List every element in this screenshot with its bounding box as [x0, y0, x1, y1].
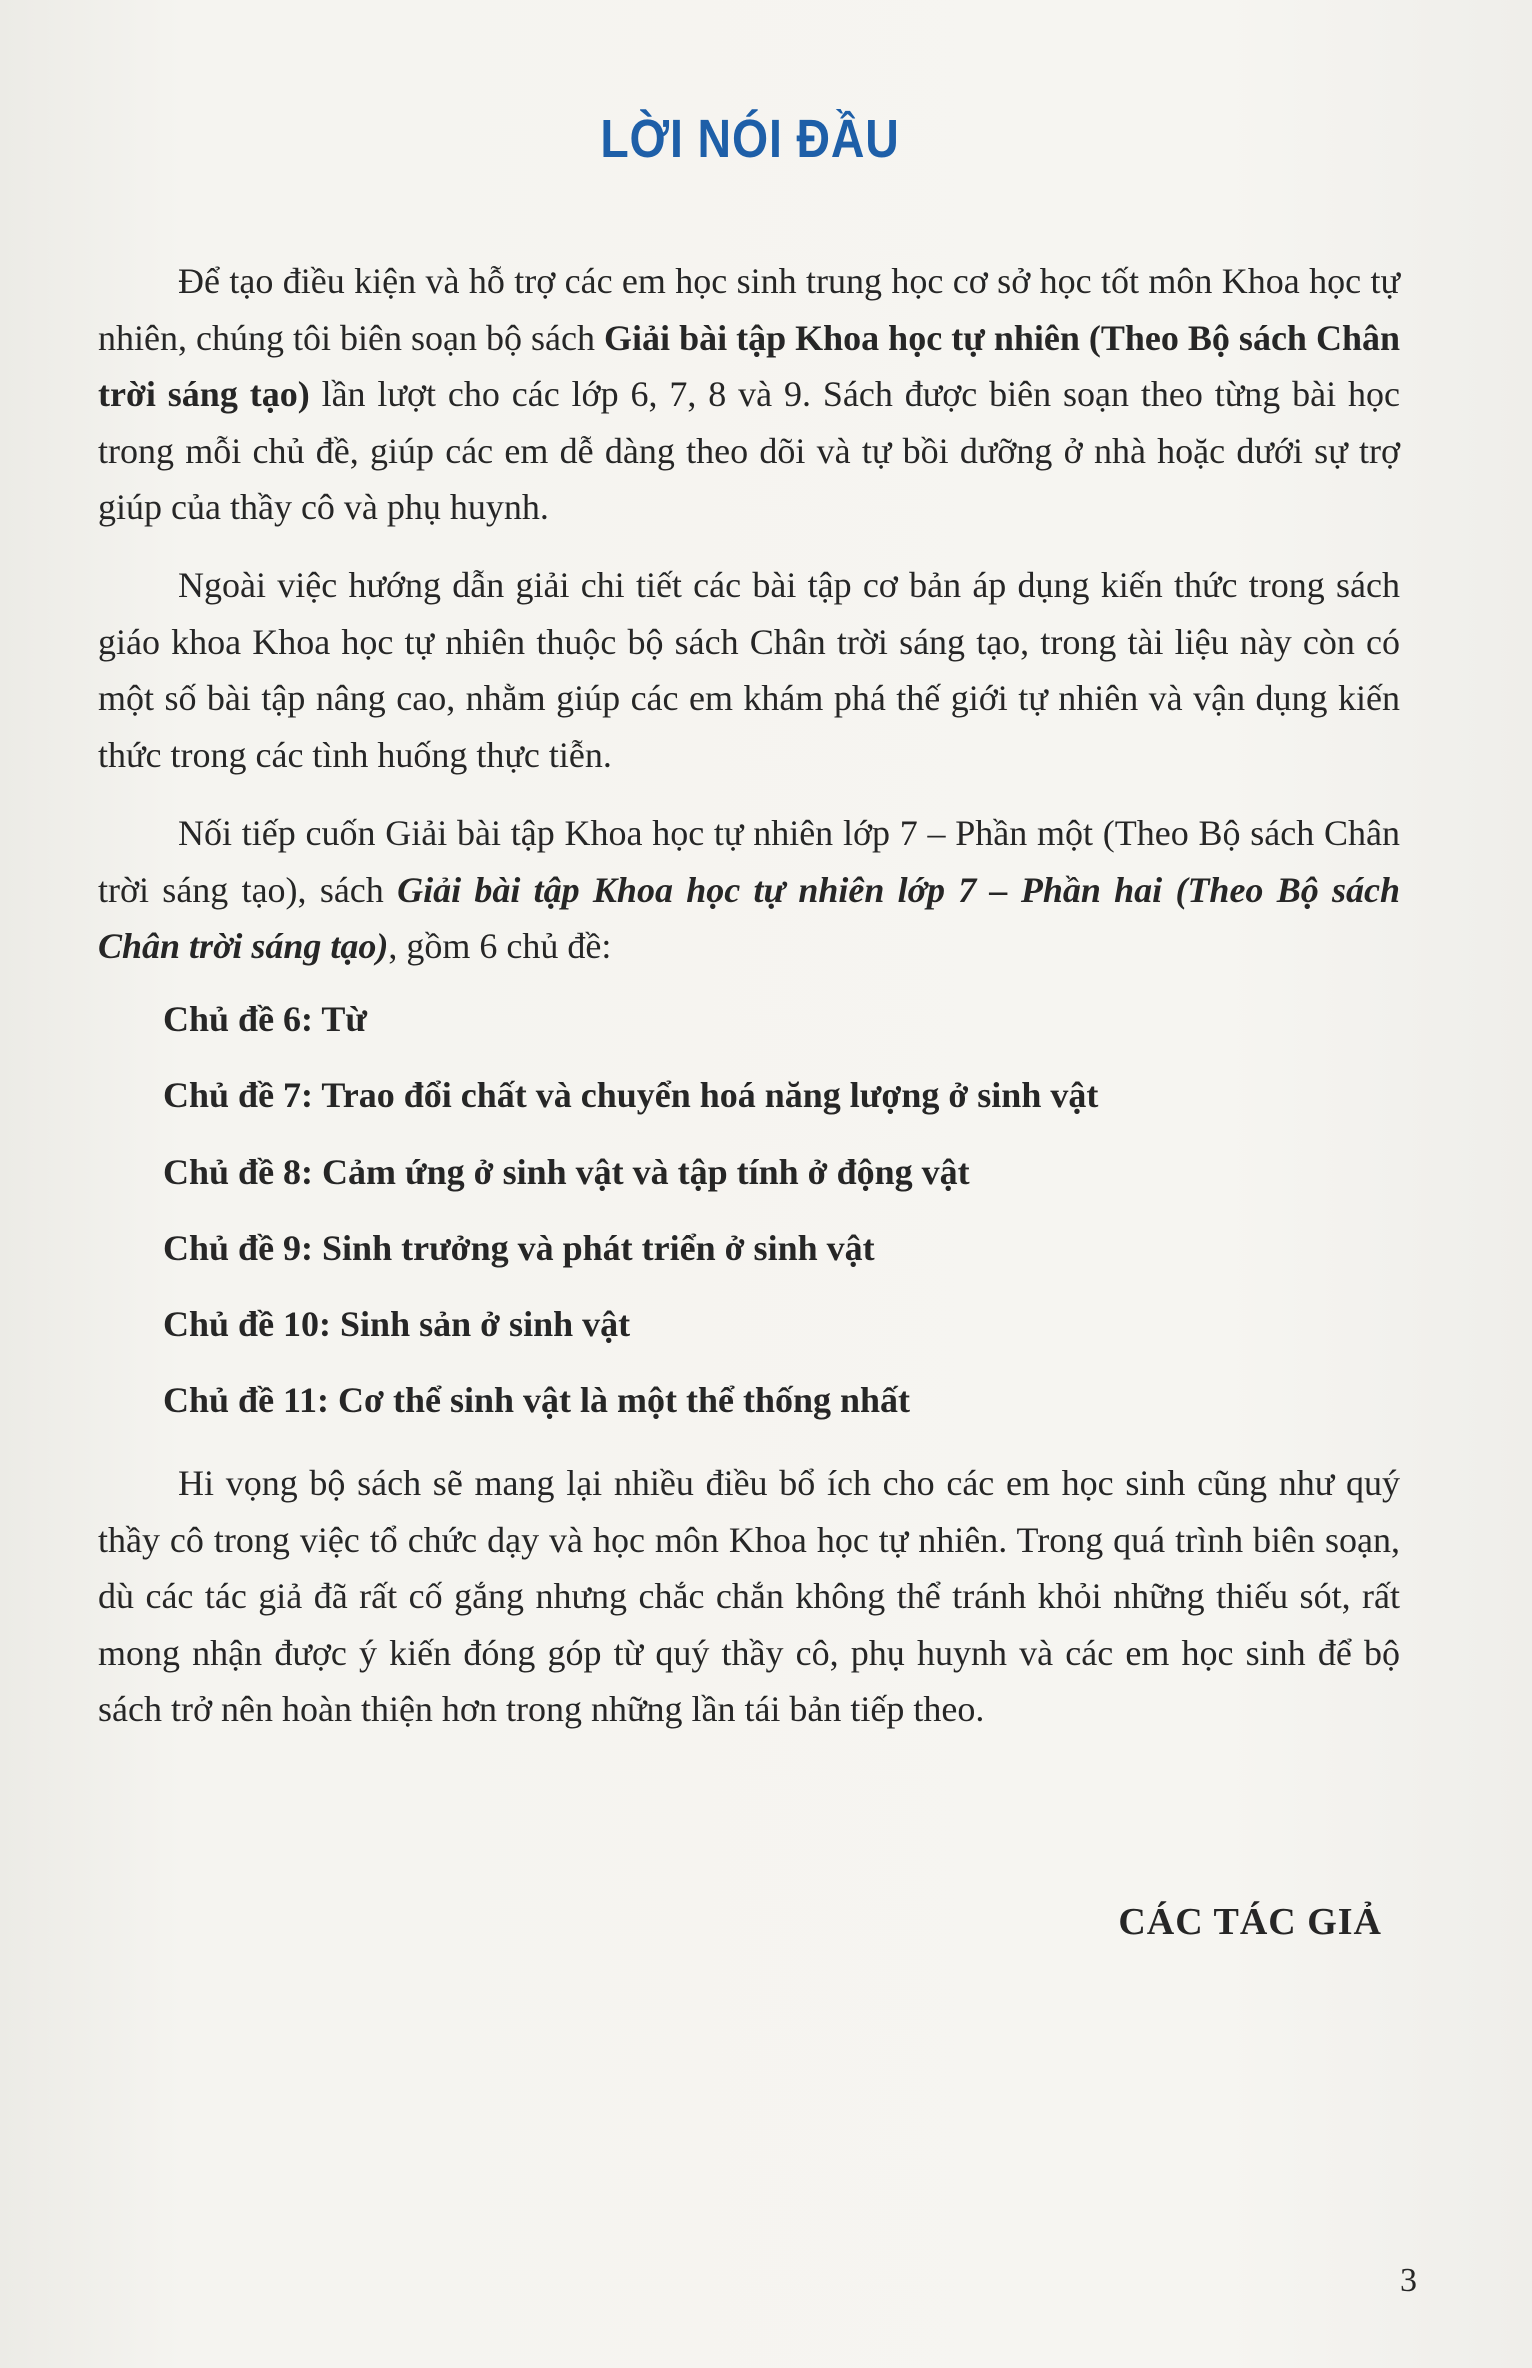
authors-signature: CÁC TÁC GIẢ — [1118, 1901, 1382, 1943]
paragraph-text: , gồm 6 chủ đề: — [388, 926, 612, 966]
paragraph-text: Hi vọng bộ sách sẽ mang lại nhiều điều bổ ích cho các em học sinh cũng như quý thầy cô trong việc tổ chức dạy và học môn Khoa học tự nhiên. Trong quá trình biên soạn, dù các tác giả đã rất cố gắng nhưng chắc chắn không thể tránh khỏi những thiếu sót, rất mong nhận được ý kiến đóng góp từ quý thầy cô, phụ huynh và các em học sinh để bộ sách trở nên hoàn thiện hơn trong những lần tái bản tiếp theo. — [98, 1463, 1400, 1729]
topic-item: Chủ đề 8: Cảm ứng ở sinh vật và tập tính ở động vật — [163, 1151, 970, 1192]
paragraph-text: Để tạo điều kiện và hỗ trợ các em học sinh trung học cơ sở học tốt môn Khoa học tự nhiên, chúng tôi biên soạn bộ sách — [98, 261, 1400, 358]
intro-paragraph-2 — [98, 557, 1400, 783]
topic-item: Chủ đề 7: Trao đổi chất và chuyển hoá năng lượng ở sinh vật — [163, 1075, 1099, 1116]
intro-paragraph-3 — [98, 805, 1400, 975]
closing-paragraph — [98, 1455, 1400, 1738]
intro-paragraph-1 — [98, 253, 1400, 536]
paragraph-text: Ngoài việc hướng dẫn giải chi tiết các bài tập cơ bản áp dụng kiến thức trong sách giáo khoa Khoa học tự nhiên thuộc bộ sách Chân trời sáng tạo, trong tài liệu này còn có một số bài tập nâng cao, nhằm giúp các em khám phá thế giới tự nhiên và vận dụng kiến thức trong các tình huống thực tiễn. — [98, 565, 1400, 775]
paragraph-text: Nối tiếp cuốn Giải bài tập Khoa học tự nhiên lớp 7 – Phần một (Theo Bộ sách Chân trời sáng tạo), sách — [98, 813, 1400, 910]
paragraph-text: lần lượt cho các lớp 6, 7, 8 và 9. Sách được biên soạn theo từng bài học trong mỗi chủ đề, giúp các em dễ dàng theo dõi và tự bồi dưỡng ở nhà hoặc dưới sự trợ giúp của thầy cô và phụ huynh. — [98, 374, 1400, 527]
book-title: Giải bài tập Khoa học tự nhiên lớp 7 – Phần hai (Theo Bộ sách Chân trời sáng tạo) — [98, 869, 1401, 966]
topic-list — [163, 991, 1098, 1449]
topic-item: Chủ đề 6: Từ — [163, 999, 367, 1039]
page-title: LỜI NÓI ĐẦU — [600, 109, 900, 169]
page-number: 3 — [1400, 2262, 1417, 2299]
topic-item: Chủ đề 11: Cơ thể sinh vật là một thể thống nhất — [163, 1380, 911, 1421]
topic-item: Chủ đề 10: Sinh sản ở sinh vật — [163, 1304, 631, 1345]
book-series-title: Giải bài tập Khoa học tự nhiên (Theo Bộ sách Chân trời sáng tạo) — [98, 317, 1401, 414]
topic-item: Chủ đề 9: Sinh trưởng và phát triển ở sinh vật — [163, 1227, 875, 1268]
